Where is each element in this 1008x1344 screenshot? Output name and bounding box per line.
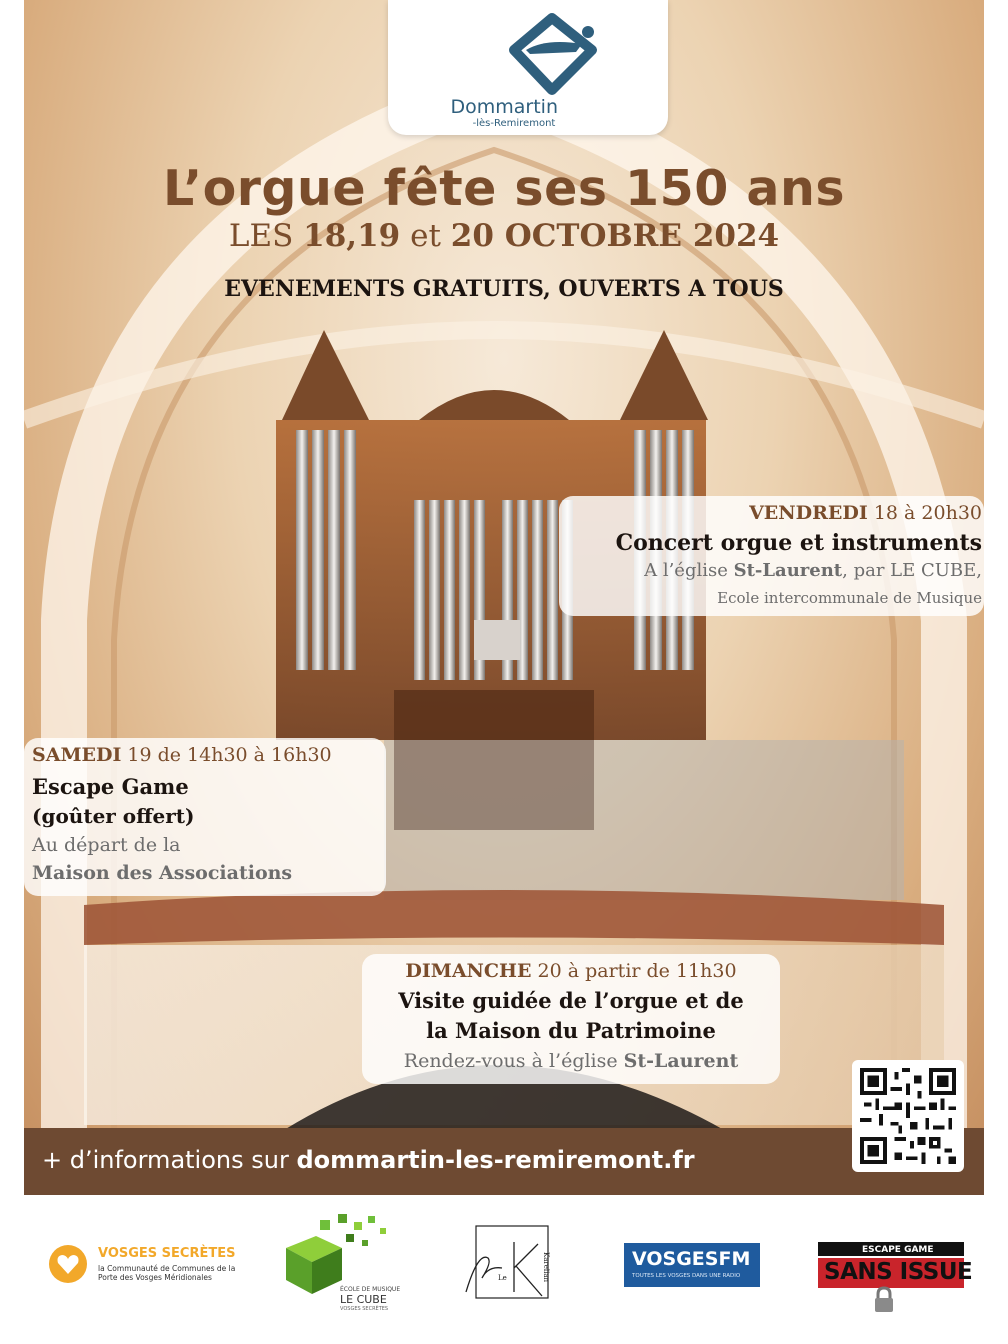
svg-text:Le: Le (498, 1274, 507, 1282)
poster (24, 0, 984, 1195)
event-friday-organizer: Ecole intercommunale de Musique (717, 589, 982, 607)
vosges-fm-tagline: TOUTES LES VOSGES DANS UNE RADIO (632, 1273, 741, 1279)
logo-name: Dommartin (450, 96, 558, 118)
event-saturday-location: Au départ de la (32, 834, 181, 856)
vosges-fm-name: VOSGESFM (632, 1248, 751, 1270)
event-sunday-card (362, 954, 780, 1084)
dommartin-logo-icon (496, 10, 608, 100)
event-friday-card (559, 496, 984, 616)
svg-text:Karelian: Karelian (542, 1252, 550, 1283)
event-friday-day: VENDREDI 18 à 20h30 (749, 502, 982, 524)
poster-title: L’orgue fête ses 150 ans (163, 160, 845, 217)
qr-code-card[interactable] (852, 1060, 964, 1172)
event-friday-location: A l’église St-Laurent, par LE CUBE, (644, 560, 982, 581)
event-friday-title: Concert orgue et instruments (615, 530, 982, 556)
cube-logo-icon (282, 1208, 401, 1294)
sans-issue-name: SANS ISSUE (824, 1259, 973, 1285)
event-sunday-title: Visite guidée de l’orgue et de (398, 988, 744, 1013)
event-sunday-day: DIMANCHE 20 à partir de 11h30 (405, 960, 737, 982)
heart-logo-icon (48, 1244, 88, 1284)
event-saturday-subtitle: (goûter offert) (32, 804, 195, 828)
vosges-secretes-desc: la Communauté de Communes de la Porte des Vosges Méridionales (98, 1264, 236, 1282)
partner-le-karelian[interactable] (458, 1222, 558, 1312)
event-saturday-card (24, 738, 386, 896)
event-sunday-location: Rendez-vous à l’église St-Laurent (403, 1050, 739, 1072)
partner-le-cube[interactable] (282, 1208, 401, 1318)
event-saturday-day: SAMEDI 19 de 14h30 à 16h30 (32, 744, 332, 766)
vosges-secretes-name: VOSGES SECRÈTES (98, 1246, 236, 1261)
event-saturday-venue: Maison des Associations (32, 862, 293, 884)
sans-issue-label: ESCAPE GAME (862, 1245, 934, 1255)
info-bar (24, 1128, 984, 1195)
le-cube-school: ÉCOLE DE MUSIQUE (340, 1286, 401, 1293)
sans-issue-main (818, 1258, 973, 1288)
partner-sans-issue[interactable] (818, 1240, 973, 1314)
event-dates: LES 18,19 et 20 OCTOBRE 2024 (228, 218, 780, 254)
le-cube-subtitle: VOSGES SECRÈTES (340, 1306, 389, 1312)
qr-code-icon (860, 1068, 956, 1164)
info-text: + d’informations sur dommartin-les-remiremont.fr (42, 1146, 695, 1174)
website-link[interactable]: dommartin-les-remiremont.fr (296, 1146, 695, 1174)
partner-vosges-fm[interactable] (624, 1243, 760, 1287)
le-cube-name: LE CUBE (340, 1293, 387, 1306)
event-sunday-title-line2: la Maison du Patrimoine (426, 1018, 716, 1043)
sans-issue-banner (818, 1242, 964, 1256)
padlock-icon (870, 1286, 898, 1314)
partner-vosges-secretes[interactable] (48, 1240, 248, 1300)
free-events-notice: EVENEMENTS GRATUITS, OUVERTS A TOUS (224, 276, 784, 302)
logo-subtitle: -lès-Remiremont (472, 118, 556, 129)
karelian-logo-icon (458, 1222, 558, 1312)
municipality-logo[interactable] (388, 0, 668, 135)
event-saturday-title: Escape Game (32, 774, 189, 799)
